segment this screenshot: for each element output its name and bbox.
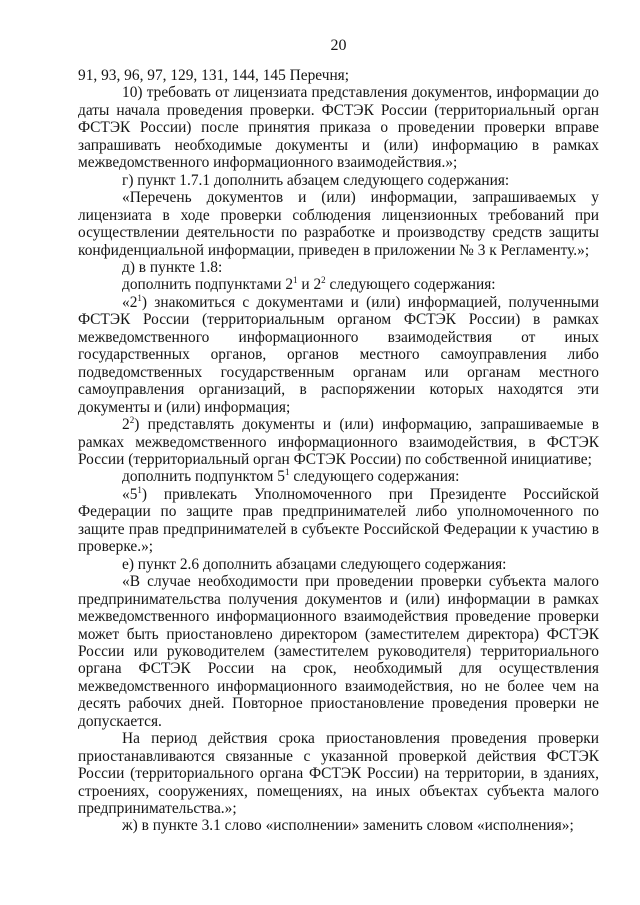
paragraph-14: ж) в пункте 3.1 слово «исполнении» заменить словом «исполнения»; <box>122 817 574 835</box>
paragraph-4: «Перечень документов и (или) информации, запрашиваемых у лицензиата в ходе проверки соблюдения лицензионных требований при осуществлении деятельности по разработке и производству средств защиты конфиденциальной информации, приведен в приложении № 3 к Регламенту.»; <box>78 189 599 259</box>
paragraph-6: дополнить подпунктами $2^1$ и $2^2$ следующего содержания: <box>122 275 496 294</box>
document-body <box>78 67 599 835</box>
paragraph-11: е) пункт 2.6 дополнить абзацами следующего содержания: <box>122 555 507 573</box>
paragraph-7: «$2^1$) знакомиться с документами и (или) информацией, полученными ФСТЭК России (территориальным органом ФСТЭК России) в рамках межведомственного информационного взаимодействия от иных государственных органов, органов местного самоуправления либо подведомственных государственным органам или органам местного самоуправления организаций, в распоряжении которых находятся эти документы и (или) информация; <box>78 292 599 416</box>
paragraph-12: «В случае необходимости при проведении проверки субъекта малого предпринимательства получения документов и (или) информации в рамках межведомственного информационного взаимодействия проведение проверки может быть приостановлено директором (заместителем директора) ФСТЭК России или руководителем (заместителем руководителя) территориального органа ФСТЭК России на срок, необходимый для осуществления межведомственного информационного взаимодействия, но не более чем на десять рабочих дней. Повторное приостановление проведения проверки не допускается. <box>78 573 599 730</box>
paragraph-9: дополнить подпунктом $5^1$ следующего содержания: <box>122 467 460 486</box>
paragraph-2: 10) требовать от лицензиата представления документов, информации до даты начала проведения проверки. ФСТЭК России (территориальный орган ФСТЭК России) после принятия приказа о проведении проверки вправе запрашивать необходимые документы и (или) информацию в рамках межведомственного информационного взаимодействия.»; <box>78 84 599 172</box>
paragraph-13: На период действия срока приостановления проведения проверки приостанавливаются связанные с указанной проверкой действия ФСТЭК России (территориального органа ФСТЭК России) на территории, в зданиях, строениях, сооружениях, помещениях, на иных объектах субъекта малого предпринимательства.»; <box>78 730 599 818</box>
page-number: 20 <box>330 37 347 54</box>
paragraph-5: д) в пункте 1.8: <box>122 258 223 276</box>
paragraph-1: 91, 93, 96, 97, 129, 131, 144, 145 Перечня; <box>78 67 350 84</box>
paragraph-3: г) пункт 1.7.1 дополнить абзацем следующего содержания: <box>122 171 510 189</box>
paragraph-10: «$5^1$) привлекать Уполномоченного при Президенте Российской Федерации по защите прав предпринимателей либо уполномоченного по защите прав предпринимателей в субъекте Российской Федерации к участию в проверке.»; <box>78 484 599 556</box>
paragraph-8: $2^2$) представлять документы и (или) информацию, запрашиваемые в рамках межведомственного информационного взаимодействия, в ФСТЭК России (территориальный орган ФСТЭК России) по собственной инициативе; <box>78 415 599 468</box>
